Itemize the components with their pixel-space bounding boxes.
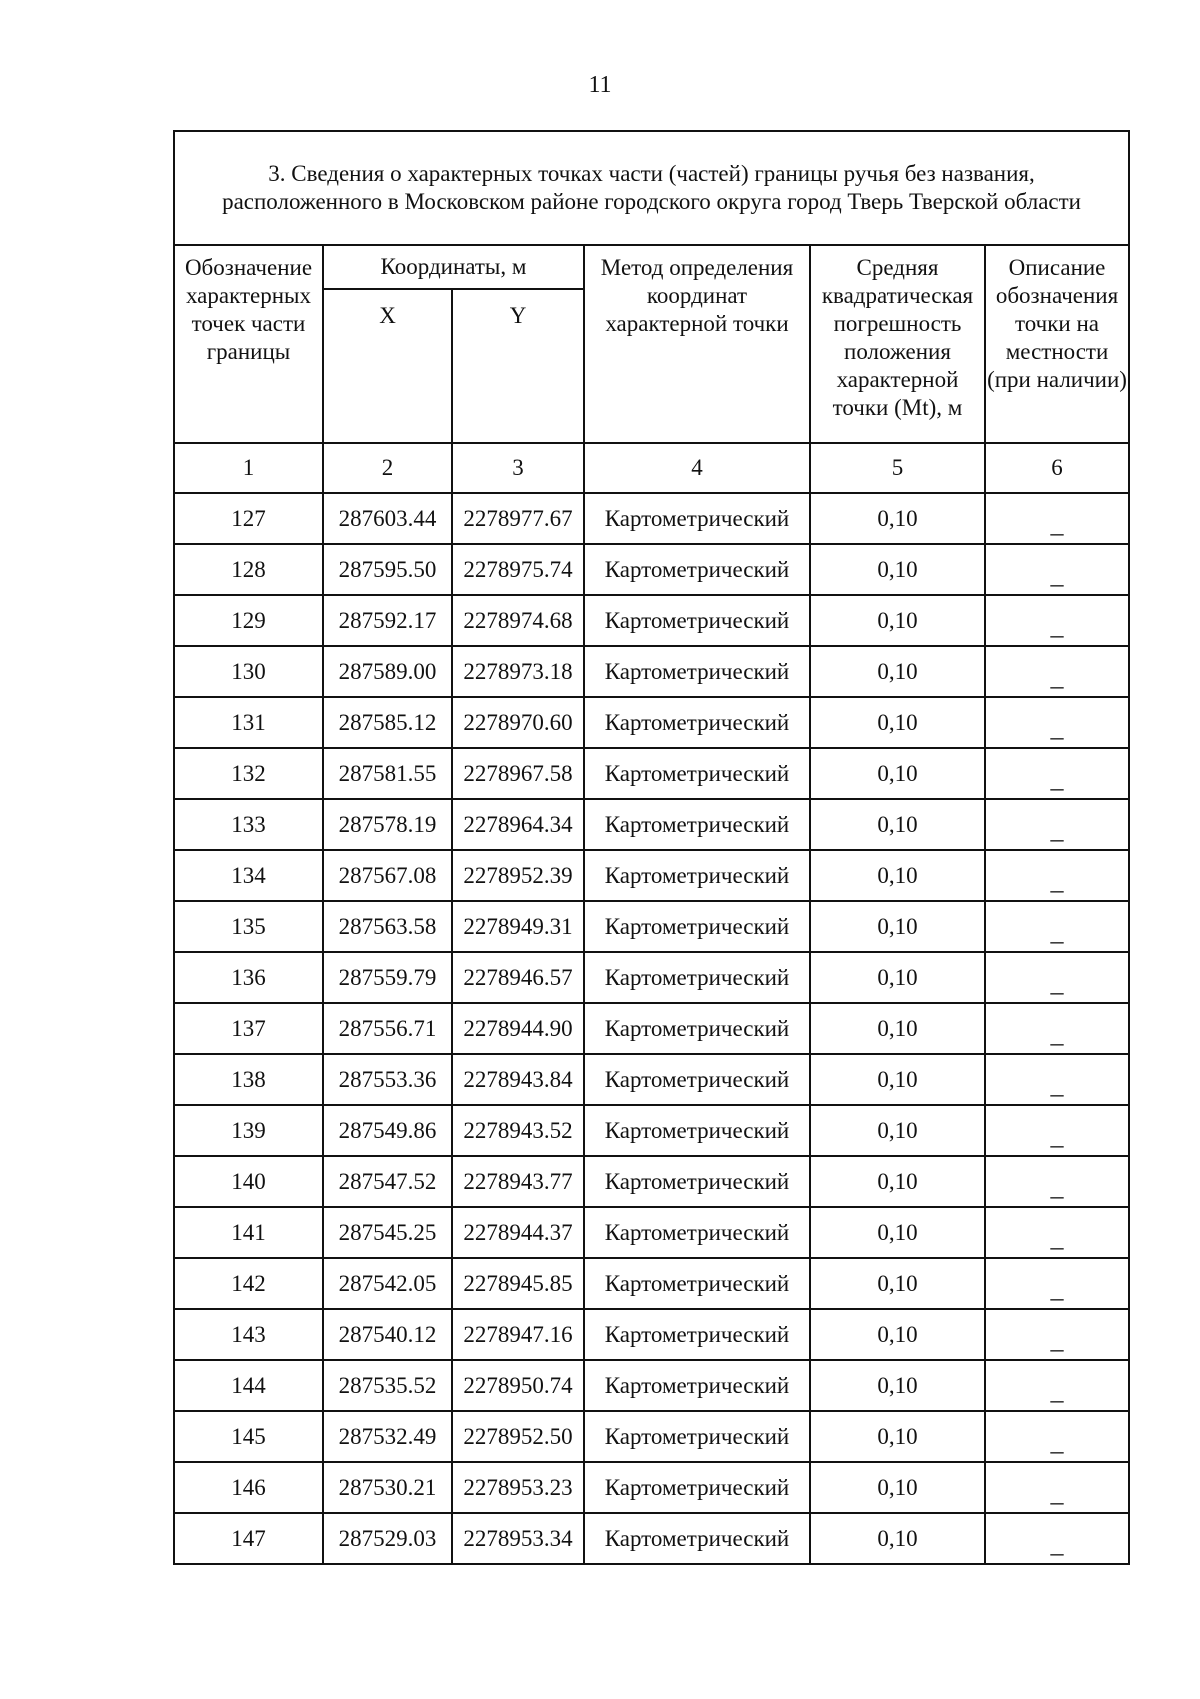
column-number: 4: [584, 443, 810, 493]
header-x: X: [323, 289, 452, 443]
table-row: [174, 697, 1129, 748]
error-cell: 0,10: [810, 901, 985, 952]
description-dash: _: [1050, 1070, 1064, 1099]
description-cell: [985, 850, 1129, 901]
error-cell: 0,10: [810, 799, 985, 850]
header-coordinates: Координаты, м: [323, 245, 584, 289]
method-cell: Картометрический: [584, 1156, 810, 1207]
y-cell: 2278943.52: [452, 1105, 584, 1156]
error-cell: 0,10: [810, 1156, 985, 1207]
table-row: [174, 748, 1129, 799]
y-cell: 2278949.31: [452, 901, 584, 952]
method-cell: Картометрический: [584, 1258, 810, 1309]
y-cell: 2278970.60: [452, 697, 584, 748]
description-cell: [985, 493, 1129, 544]
description-dash: _: [1050, 866, 1064, 895]
description-cell: [985, 1513, 1129, 1564]
description-cell: [985, 952, 1129, 1003]
description-dash: _: [1050, 1172, 1064, 1201]
y-cell: 2278946.57: [452, 952, 584, 1003]
description-cell: [985, 1360, 1129, 1411]
y-cell: 2278944.90: [452, 1003, 584, 1054]
y-cell: 2278977.67: [452, 493, 584, 544]
table-row: [174, 493, 1129, 544]
method-cell: Картометрический: [584, 595, 810, 646]
description-cell: [985, 1258, 1129, 1309]
x-cell: 287529.03: [323, 1513, 452, 1564]
description-cell: [985, 697, 1129, 748]
table-row: [174, 1156, 1129, 1207]
y-cell: 2278950.74: [452, 1360, 584, 1411]
x-cell: 287567.08: [323, 850, 452, 901]
point-cell: 127: [174, 493, 323, 544]
y-cell: 2278943.77: [452, 1156, 584, 1207]
x-cell: 287563.58: [323, 901, 452, 952]
x-cell: 287540.12: [323, 1309, 452, 1360]
description-cell: [985, 748, 1129, 799]
method-cell: Картометрический: [584, 1513, 810, 1564]
description-cell: [985, 1156, 1129, 1207]
header-designation: Обозначение характерных точек части границы: [174, 245, 323, 443]
method-cell: Картометрический: [584, 1003, 810, 1054]
x-cell: 287553.36: [323, 1054, 452, 1105]
x-cell: 287589.00: [323, 646, 452, 697]
error-cell: 0,10: [810, 1360, 985, 1411]
table-row: [174, 544, 1129, 595]
description-cell: [985, 646, 1129, 697]
x-cell: 287581.55: [323, 748, 452, 799]
point-cell: 139: [174, 1105, 323, 1156]
description-cell: [985, 799, 1129, 850]
description-cell: [985, 1207, 1129, 1258]
method-cell: Картометрический: [584, 1207, 810, 1258]
y-cell: 2278953.34: [452, 1513, 584, 1564]
y-cell: 2278945.85: [452, 1258, 584, 1309]
description-dash: _: [1050, 1529, 1064, 1558]
method-cell: Картометрический: [584, 1054, 810, 1105]
point-cell: 132: [174, 748, 323, 799]
column-number: 2: [323, 443, 452, 493]
description-cell: [985, 595, 1129, 646]
error-cell: 0,10: [810, 850, 985, 901]
method-cell: Картометрический: [584, 850, 810, 901]
error-cell: 0,10: [810, 1105, 985, 1156]
x-cell: 287578.19: [323, 799, 452, 850]
header-y: Y: [452, 289, 584, 443]
description-dash: _: [1050, 1019, 1064, 1048]
table-caption: 3. Сведения о характерных точках части (частей) границы ручья без названия, расположенного в Московском районе городского округа город Тверь Тверской области: [174, 131, 1129, 245]
table-row: [174, 1258, 1129, 1309]
column-number: 6: [985, 443, 1129, 493]
x-cell: 287530.21: [323, 1462, 452, 1513]
description-cell: [985, 544, 1129, 595]
error-cell: 0,10: [810, 1003, 985, 1054]
method-cell: Картометрический: [584, 799, 810, 850]
point-cell: 138: [174, 1054, 323, 1105]
description-dash: _: [1050, 713, 1064, 742]
y-cell: 2278967.58: [452, 748, 584, 799]
description-dash: _: [1050, 1478, 1064, 1507]
point-cell: 143: [174, 1309, 323, 1360]
x-cell: 287532.49: [323, 1411, 452, 1462]
error-cell: 0,10: [810, 1258, 985, 1309]
header-description: Описание обозначения точки на местности (при наличии): [985, 245, 1129, 443]
method-cell: Картометрический: [584, 1105, 810, 1156]
error-cell: 0,10: [810, 1207, 985, 1258]
point-cell: 147: [174, 1513, 323, 1564]
x-cell: 287559.79: [323, 952, 452, 1003]
method-cell: Картометрический: [584, 952, 810, 1003]
description-dash: _: [1050, 662, 1064, 691]
description-dash: _: [1050, 917, 1064, 946]
error-cell: 0,10: [810, 952, 985, 1003]
error-cell: 0,10: [810, 1462, 985, 1513]
error-cell: 0,10: [810, 544, 985, 595]
table-row: [174, 850, 1129, 901]
table-row: [174, 1003, 1129, 1054]
error-cell: 0,10: [810, 1513, 985, 1564]
table-row: [174, 595, 1129, 646]
method-cell: Картометрический: [584, 697, 810, 748]
x-cell: 287603.44: [323, 493, 452, 544]
description-cell: [985, 1105, 1129, 1156]
y-cell: 2278975.74: [452, 544, 584, 595]
point-cell: 135: [174, 901, 323, 952]
description-cell: [985, 901, 1129, 952]
description-cell: [985, 1309, 1129, 1360]
y-cell: 2278944.37: [452, 1207, 584, 1258]
error-cell: 0,10: [810, 1309, 985, 1360]
x-cell: 287535.52: [323, 1360, 452, 1411]
point-cell: 144: [174, 1360, 323, 1411]
error-cell: 0,10: [810, 1054, 985, 1105]
point-cell: 131: [174, 697, 323, 748]
description-dash: _: [1050, 509, 1064, 538]
column-number-row: [174, 443, 1129, 493]
point-cell: 137: [174, 1003, 323, 1054]
y-cell: 2278952.39: [452, 850, 584, 901]
point-cell: 145: [174, 1411, 323, 1462]
description-dash: _: [1050, 1325, 1064, 1354]
point-cell: 141: [174, 1207, 323, 1258]
description-dash: _: [1050, 1274, 1064, 1303]
point-cell: 129: [174, 595, 323, 646]
method-cell: Картометрический: [584, 1411, 810, 1462]
x-cell: 287547.52: [323, 1156, 452, 1207]
table-row: [174, 952, 1129, 1003]
error-cell: 0,10: [810, 748, 985, 799]
description-cell: [985, 1003, 1129, 1054]
error-cell: 0,10: [810, 646, 985, 697]
table-row: [174, 1360, 1129, 1411]
description-dash: _: [1050, 1427, 1064, 1456]
x-cell: 287556.71: [323, 1003, 452, 1054]
y-cell: 2278952.50: [452, 1411, 584, 1462]
error-cell: 0,10: [810, 595, 985, 646]
table-row: [174, 901, 1129, 952]
x-cell: 287545.25: [323, 1207, 452, 1258]
x-cell: 287592.17: [323, 595, 452, 646]
page-number: 11: [588, 72, 612, 98]
y-cell: 2278943.84: [452, 1054, 584, 1105]
method-cell: Картометрический: [584, 1360, 810, 1411]
method-cell: Картометрический: [584, 1309, 810, 1360]
table-row: [174, 646, 1129, 697]
column-number: 3: [452, 443, 584, 493]
point-cell: 140: [174, 1156, 323, 1207]
caption-row: [174, 131, 1129, 245]
y-cell: 2278973.18: [452, 646, 584, 697]
method-cell: Картометрический: [584, 748, 810, 799]
x-cell: 287542.05: [323, 1258, 452, 1309]
method-cell: Картометрический: [584, 901, 810, 952]
description-cell: [985, 1411, 1129, 1462]
header-row: [174, 245, 1129, 289]
boundary-points-table: [173, 130, 1130, 1565]
column-number: 5: [810, 443, 985, 493]
table-row: [174, 1207, 1129, 1258]
description-cell: [985, 1462, 1129, 1513]
table-row: [174, 1054, 1129, 1105]
y-cell: 2278947.16: [452, 1309, 584, 1360]
table-row: [174, 1513, 1129, 1564]
table-row: [174, 1105, 1129, 1156]
y-cell: 2278974.68: [452, 595, 584, 646]
y-cell: 2278964.34: [452, 799, 584, 850]
description-cell: [985, 1054, 1129, 1105]
error-cell: 0,10: [810, 1411, 985, 1462]
error-cell: 0,10: [810, 697, 985, 748]
point-cell: 142: [174, 1258, 323, 1309]
table-row: [174, 1462, 1129, 1513]
description-dash: _: [1050, 1121, 1064, 1150]
method-cell: Картометрический: [584, 646, 810, 697]
method-cell: Картометрический: [584, 493, 810, 544]
x-cell: 287549.86: [323, 1105, 452, 1156]
header-method: Метод определения координат характерной точки: [584, 245, 810, 443]
header-error: Средняя квадратическая погрешность положения характерной точки (Mt), м: [810, 245, 985, 443]
description-dash: _: [1050, 1223, 1064, 1252]
column-number: 1: [174, 443, 323, 493]
point-cell: 134: [174, 850, 323, 901]
method-cell: Картометрический: [584, 544, 810, 595]
point-cell: 146: [174, 1462, 323, 1513]
description-dash: _: [1050, 560, 1064, 589]
x-cell: 287585.12: [323, 697, 452, 748]
table-body: [174, 493, 1129, 1564]
description-dash: _: [1050, 815, 1064, 844]
method-cell: Картометрический: [584, 1462, 810, 1513]
error-cell: 0,10: [810, 493, 985, 544]
table-row: [174, 1411, 1129, 1462]
point-cell: 136: [174, 952, 323, 1003]
x-cell: 287595.50: [323, 544, 452, 595]
y-cell: 2278953.23: [452, 1462, 584, 1513]
table-row: [174, 799, 1129, 850]
description-dash: _: [1050, 1376, 1064, 1405]
description-dash: _: [1050, 611, 1064, 640]
point-cell: 128: [174, 544, 323, 595]
table-row: [174, 1309, 1129, 1360]
point-cell: 130: [174, 646, 323, 697]
description-dash: _: [1050, 764, 1064, 793]
description-dash: _: [1050, 968, 1064, 997]
point-cell: 133: [174, 799, 323, 850]
